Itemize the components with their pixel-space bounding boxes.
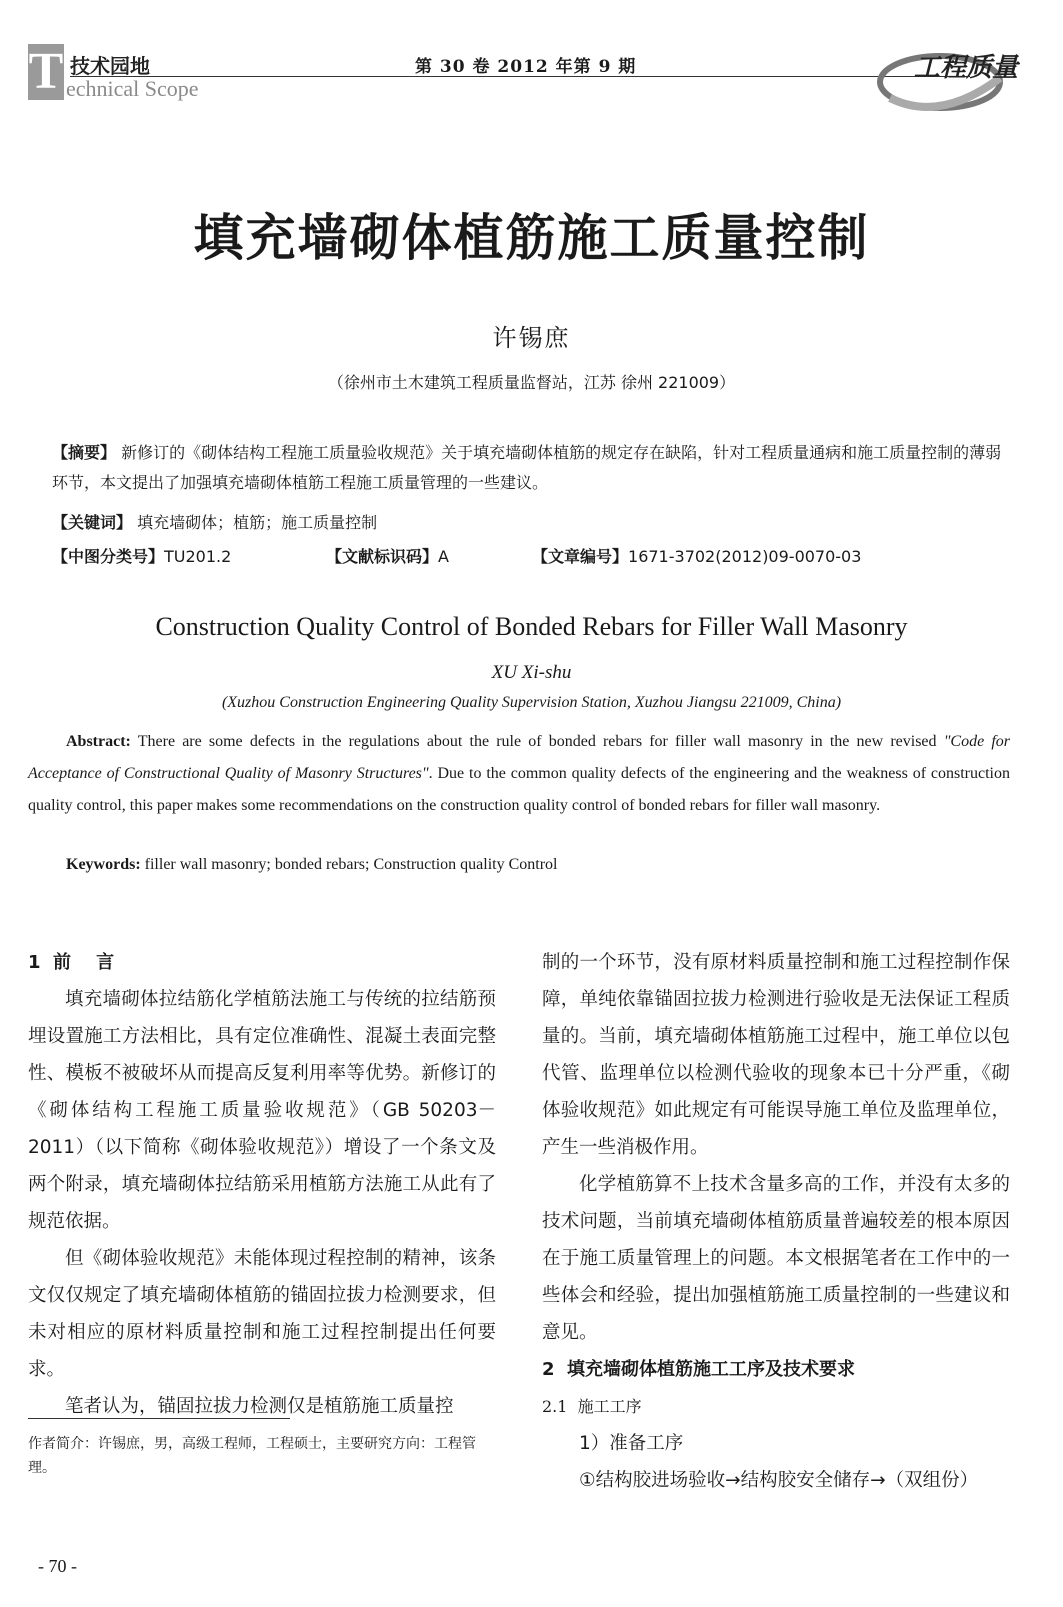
body-right-column [542, 944, 1010, 1499]
body-left-column [28, 944, 496, 1425]
english-author: XU Xi-shu [491, 662, 572, 683]
author-affiliation: （徐州市土木建筑工程质量监督站，江苏 徐州 221009） [327, 373, 736, 392]
article-title: 填充墙砌体植筋施工质量控制 [193, 209, 870, 267]
article-no-label: 【文章编号】 [532, 547, 629, 566]
clc-value: TU201.2 [164, 547, 232, 566]
section-title-en: echnical Scope [66, 76, 199, 101]
paragraph: 制的一个环节，没有原材料质量控制和施工过程控制作保障，单纯依靠锚固拉拔力检测进行验收是无法保证工程质量的。当前，填充墙砌体植筋施工过程中，施工单位以包代管、监理单位以检测代验收的现象本已十分严重，《砌体验收规范》如此规定有可能误导施工单位及监理单位，产生一些消极作用。 [542, 952, 1010, 1158]
section-title-cn: 技术园地 [70, 54, 150, 78]
english-keywords-text: filler wall masonry; bonded rebars; Construction quality Control [144, 856, 558, 873]
english-affiliation: (Xuzhou Construction Engineering Quality Supervision Station, Xuzhou Jiangsu 221009, China) [221, 694, 842, 711]
english-keywords-label: Keywords: [66, 856, 141, 873]
footnote-rule [28, 1418, 290, 1419]
english-keywords [66, 856, 557, 874]
issue-info: 第 30 卷 2012 年第 9 期 [415, 57, 637, 77]
paragraph: 笔者认为，锚固拉拔力检测仅是植筋施工质量控 [65, 1396, 454, 1417]
subsection-2-1-heading: 2.1 施工工序 [542, 1397, 642, 1416]
doc-code-value: A [438, 547, 449, 566]
article-no-value: 1671-3702(2012)09-0070-03 [628, 547, 862, 566]
english-abstract-label: Abstract: [66, 733, 131, 750]
header-rule [70, 76, 970, 77]
english-abstract-code-title: "Code for Acceptance of Constructional Quality of Masonry Structures" [28, 733, 1011, 782]
section-2-heading: 2 填充墙砌体植筋施工工序及技术要求 [542, 1359, 856, 1380]
clc-label: 【中图分类号】 [52, 547, 165, 566]
keywords-cn [52, 508, 1012, 538]
svg-text:工程质量: 工程质量 [914, 53, 1019, 83]
paragraph: 但《砌体验收规范》未能体现过程控制的精神，该条文仅仅规定了填充墙砌体植筋的锚固拉拔力检测要求，但未对相应的原材料质量控制和施工过程控制提出任何要求。 [28, 1248, 496, 1380]
keywords-cn-text: 填充墙砌体；植筋；施工质量控制 [137, 513, 378, 532]
page-number: - 70 - [38, 1556, 77, 1576]
author-name: 许锡庶 [492, 324, 571, 352]
paragraph: 化学植筋算不上技术含量多高的工作，并没有太多的技术问题，当前填充墙砌体植筋质量普遍较差的根本原因在于施工质量管理上的问题。本文根据笔者在工作中的一些体会和经验，提出加强植筋施工质量控制的一些建议和意见。 [542, 1174, 1010, 1343]
abstract-cn-text: 新修订的《砌体结构工程施工质量验收规范》关于填充墙砌体植筋的规定存在缺陷，针对工程质量通病和施工质量控制的薄弱环节，本文提出了加强填充墙砌体植筋工程施工质量管理的一些建议。 [52, 443, 1002, 492]
english-abstract-part2: . Due to the common quality defects of the engineering and the weakness of construction quality control, this paper makes some recommendations on the construction quality control of bonded rebars for filler wall masonry. [28, 765, 1010, 814]
english-title: Construction Quality Control of Bonded Rebars for Filler Wall Masonry [155, 612, 908, 641]
doc-code-label: 【文献标识码】 [326, 547, 439, 566]
step-item: 1）准备工序 [579, 1433, 684, 1454]
magazine-logo [870, 38, 1020, 118]
step-item: ①结构胶进场验收→结构胶安全储存→（双组份） [579, 1470, 979, 1491]
abstract-cn [52, 438, 1012, 498]
english-abstract-part1: There are some defects in the regulations about the rule of bonded rebars for filler wall masonry in the new revised [137, 733, 937, 750]
author-footnote: 作者简介：许锡庶，男，高级工程师，工程硕士，主要研究方向：工程管理。 [28, 1436, 476, 1476]
keywords-cn-label: 【关键词】 [52, 513, 133, 532]
abstract-cn-label: 【摘要】 [52, 443, 117, 462]
section-1-heading: 1 前 言 [28, 952, 115, 973]
paragraph: 填充墙砌体拉结筋化学植筋法施工与传统的拉结筋预埋设置施工方法相比，具有定位准确性、混凝土表面完整性、模板不被破坏从而提高反复利用率等优势。新修订的《砌体结构工程施工质量验收规范》（GB 50203－2011）（以下简称《砌体验收规范》）增设了一个条文及两个附录，填充墙砌体拉结筋采用植筋方法施工从此有了规范依据。 [28, 989, 496, 1232]
english-abstract [28, 726, 1010, 822]
journal-logo-letter: T [28, 43, 64, 100]
